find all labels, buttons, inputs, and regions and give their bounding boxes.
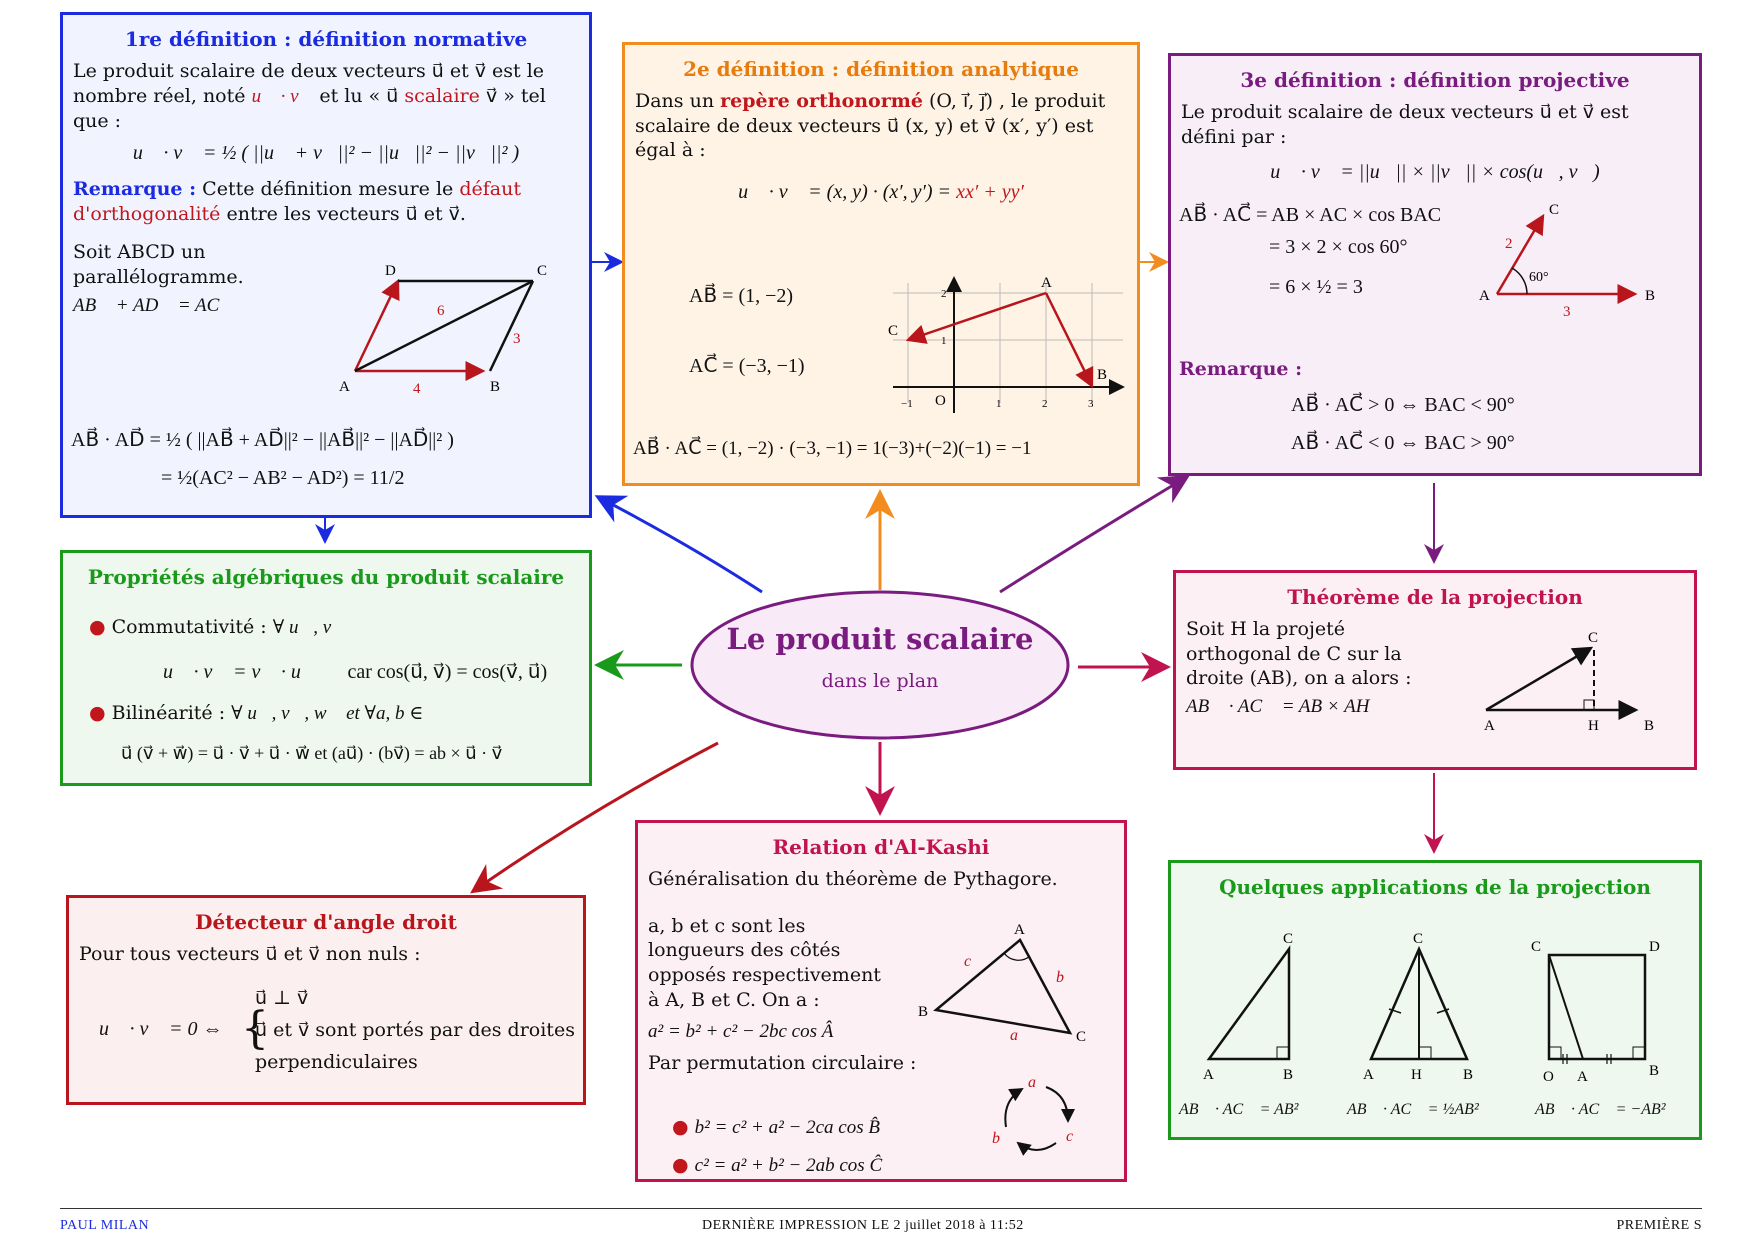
def2-ab: AB⃗ = (1, −2) [689,285,794,307]
bil-label: Bilinéarité : [111,702,226,724]
coordinate-figure [883,273,1133,423]
lbl-a: A [1479,288,1490,304]
projection-box [1173,570,1697,770]
pt-o: O [935,393,946,409]
def3-formula: u⃗ · v⃗ = ||u⃗|| × ||v⃗|| × cos(u⃗, v⃗) [1270,161,1600,184]
app3-b: B [1649,1063,1660,1079]
pt-a: A [1041,275,1052,291]
app3-o: O [1543,1069,1554,1085]
props-bil [89,701,443,727]
app-figure-3 [1521,929,1681,1089]
def3-remark-label: Remarque : [1179,358,1303,380]
right-angle-mark [1584,700,1594,710]
alkashi-box [635,820,1127,1182]
comm-formula-row [163,659,547,684]
tick-x-2: 2 [1042,398,1048,410]
app-figure-1 [1179,929,1319,1089]
def2-formula [635,181,1127,204]
bil-quant: ∀ u⃗, v⃗, w⃗ et ∀a, b ∈ ℝ [231,703,443,724]
def2-repere: repère orthonormé [720,90,923,112]
projection-formula: AB⃗ · AC⃗ = AB × AH [1186,696,1370,718]
alkashi-b2 [672,1153,882,1179]
def1-remark-red: défaut d'orthogonalité [73,178,521,225]
def1-calc2: = ½(AC² − AB² − AD²) = 11/2 [161,467,405,489]
bullet-icon: ● [672,1116,689,1138]
perm-b: b [992,1130,1000,1147]
def3-line3: = 6 × ½ = 3 [1269,276,1363,298]
center-subtitle: dans le plan [821,670,939,692]
triangle-abc [936,940,1070,1033]
circular-permutation-figure [988,1073,1088,1163]
props-title: Propriétés algébriques du produit scalaire [87,565,565,589]
app2-right-angle [1419,1047,1431,1059]
def1-remark-label: Remarque : [73,178,197,201]
proj-lbl-h: H [1588,718,1599,734]
proj-lbl-a: A [1484,718,1495,734]
comm-quant: ∀ u⃗, v⃗ [272,617,346,638]
def2-ac: AC⃗ = (−3, −1) [689,355,805,377]
side-ad [355,281,398,371]
pt-c: C [888,323,899,339]
side-b: b [1056,969,1064,986]
def1-box [60,12,592,518]
side-c: c [964,953,972,970]
bullet-icon: ● [89,616,106,638]
def3-r2: AB⃗ · AC⃗ < 0 ⇔ BAC > 90° [1291,432,1515,454]
proj-ac [1486,648,1591,710]
app-f3: AB⃗ · AC⃗ = −AB² [1535,1101,1666,1118]
props-box [60,550,592,786]
angle-figure [1475,196,1675,326]
angle-c3: perpendiculaires [255,1051,418,1073]
def2-paragraph [635,89,1127,163]
app-f1: AB⃗ · AC⃗ = AB² [1179,1101,1299,1118]
angle-arc [1512,268,1527,294]
lbl-c: C [1549,202,1560,218]
app1-triangle [1209,949,1289,1059]
tick-x-m1: −1 [901,398,913,410]
def2-text-b: (O, ı⃗, ȷ⃗) , le produit scalaire de deux vecteurs u⃗ (x, y) et v⃗ (x′, y′) est égal à : [635,90,1106,162]
def1-calc1: AB⃗ · AD⃗ = ½ ( ||AB⃗ + AD⃗||² − ||AB⃗||² − ||AD⃗||² ) [71,429,454,451]
center-ellipse [690,590,1070,740]
comm-formula: u⃗ · v⃗ = v⃗ · u⃗ [163,661,317,683]
def3-line1: AB⃗ · AC⃗ = AB × AC × cos BAC [1179,204,1442,226]
alkashi-b2-text: c² = a² + b² − 2ab cos Ĉ [694,1155,883,1176]
alkashi-b1 [672,1115,880,1141]
def1-notation: u⃗ · v⃗ [251,85,314,107]
lbl-3: 3 [1563,304,1571,320]
alkashi-b1-text: b² = c² + a² − 2ca cos B̂ [694,1117,880,1138]
app1-a: A [1203,1067,1214,1083]
len-ab: 4 [413,381,421,393]
angle-text: Pour tous vecteurs u⃗ et v⃗ non nuls : [79,943,421,965]
def1-vector-eq: AB⃗ + AD⃗ = AC⃗ [73,294,235,316]
tick-x-3: 3 [1088,398,1094,410]
alkashi-text: Généralisation du théorème de Pythagore. [648,868,1058,890]
app1-right-angle [1277,1047,1289,1059]
def1-remark-text: Cette définition mesure le [202,178,454,201]
def1-title: 1re définition : définition normative [124,27,528,51]
projection-text: Soit H la projeté orthogonal de C sur la droite (AB), on a alors : [1186,618,1412,690]
len-bc: 3 [513,331,521,347]
def3-text: Le produit scalaire de deux vecteurs u⃗ et v⃗ est défini par : [1181,101,1629,148]
def2-title: 2e définition : définition analytique [683,57,1079,81]
app3-right-angle-1 [1549,1047,1561,1059]
tri-lbl-a: A [1014,922,1025,938]
def1-parallelogram-text: Soit ABCD un parallélogramme. [73,241,244,289]
bullet-icon: ● [672,1154,689,1176]
def2-calc: AB⃗ · AC⃗ = (1, −2) · (−3, −1) = 1(−3)+(−2)(−1) = −1 [633,438,1032,459]
tick-y-1: 1 [941,335,947,347]
diagonal-ac [355,281,533,371]
perm-c: c [1066,1128,1074,1145]
perm-arrow-3 [1005,1089,1022,1127]
def2-text-a: Dans un [635,90,715,112]
len-ac: 6 [437,303,445,319]
alkashi-desc: a, b et c sont les longueurs des côtés opposés respectivement à A, B et C. On a : [648,914,881,1011]
app2-h: H [1411,1067,1422,1083]
comm-label: Commutativité : [111,616,267,638]
def1-formula: u⃗ · v⃗ = ½ ( ||u⃗ + v⃗||² − ||u⃗||² − ||v⃗||² ) [132,142,520,165]
applications-box [1168,860,1702,1140]
def1-remark-end: entre les vecteurs u⃗ et v⃗. [226,202,466,225]
def3-line2: = 3 × 2 × cos 60° [1269,236,1408,258]
def1-text-a: Le produit scalaire de deux vecteurs u⃗ et v⃗ est le nombre réel, noté [73,60,545,107]
pt-b: B [1097,367,1108,383]
tri-lbl-c: C [1076,1029,1087,1045]
side-a: a [1010,1027,1018,1044]
def1-text-b: et lu « u⃗ [319,84,399,107]
app3-c: C [1531,939,1542,955]
triangle-figure [910,918,1110,1058]
def1-text-c: v⃗ » tel que : [73,84,546,133]
app3-right-angle-2 [1633,1047,1645,1059]
comm-reason: car cos(u⃗, v⃗) = cos(v⃗, u⃗) [347,661,548,683]
alkashi-perm: Par permutation circulaire : [648,1052,917,1075]
grid [893,283,1123,403]
def3-title: 3e définition : définition projective [1240,68,1630,92]
def1-remark [73,177,579,226]
angle-c1: u⃗ ⊥ v⃗ [255,987,309,1009]
bullet-icon: ● [89,702,106,724]
lbl-b: B [1645,288,1656,304]
footer-right: PREMIÈRE S [1616,1218,1702,1233]
projection-figure [1466,628,1666,748]
label-b: B [490,379,501,393]
footer-rule [60,1208,1702,1209]
alkashi-title: Relation d'Al-Kashi [772,835,990,859]
lbl-60: 60° [1529,270,1549,285]
brace-icon: { [241,1003,269,1054]
proj-lbl-c: C [1588,630,1599,646]
footer-left: PAUL MILAN [60,1218,150,1233]
angle-title: Détecteur d'angle droit [195,910,457,934]
app3-rectangle [1549,955,1645,1059]
label-d: D [385,263,396,279]
arrow-center-to-def1 [600,498,762,592]
center-node [690,590,1070,740]
vector-ac [908,293,1046,340]
def2-box [622,42,1140,486]
app1-c: C [1283,931,1294,947]
angle-box [66,895,586,1105]
app2-c: C [1413,931,1424,947]
props-comm [89,615,346,641]
side-cb [490,281,533,371]
app-f2: AB⃗ · AC⃗ = ½AB² [1347,1101,1479,1118]
def2-formula-left: u⃗ · v⃗ = (x, y) · (x′, y′) = [738,181,952,204]
perm-a: a [1028,1074,1036,1091]
bil-formula: u⃗ (v⃗ + w⃗) = u⃗ · v⃗ + u⃗ · w⃗ et (au⃗) · (bv⃗) = ab × u⃗ · v⃗ [121,743,503,763]
def3-r1: AB⃗ · AC⃗ > 0 ⇔ BAC < 90° [1291,394,1515,416]
app3-diag [1549,955,1583,1059]
tri-lbl-b: B [918,1004,929,1020]
perm-arrow-1 [1046,1087,1068,1121]
parallelogram-figure [333,253,573,393]
center-title: Le produit scalaire [726,622,1034,656]
angle-c2: u⃗ et v⃗ sont portés par des droites [255,1019,575,1041]
app1-b: B [1283,1067,1294,1083]
def3-box [1168,53,1702,476]
app3-d: D [1649,939,1660,955]
tick-x-1: 1 [996,398,1002,410]
app3-a: A [1577,1069,1588,1085]
lbl-2: 2 [1505,236,1513,252]
applications-title: Quelques applications de la projection [1219,875,1651,899]
tick-y-2: 2 [941,288,947,300]
perm-arrow-2 [1018,1143,1056,1150]
app2-b: B [1463,1067,1474,1083]
arrow-center-to-def3 [1000,478,1185,592]
app2-a: A [1363,1067,1374,1083]
def2-formula-right: xx′ + yy′ [956,181,1024,204]
angle-left: u⃗ · v⃗ = 0 ⇔ [99,1018,223,1040]
def1-scalaire: scalaire [404,84,480,107]
proj-lbl-b: B [1644,718,1655,734]
app-figure-2 [1349,929,1499,1089]
angle-a-arc [1004,953,1030,960]
label-c: C [537,263,548,279]
alkashi-formula: a² = b² + c² − 2bc cos Â [648,1021,834,1043]
label-a: A [339,379,350,393]
def1-paragraph [73,59,579,134]
footer-center: DERNIÈRE IMPRESSION LE 2 juillet 2018 à 11:52 [702,1218,1024,1233]
projection-title: Théorème de la projection [1287,585,1583,609]
